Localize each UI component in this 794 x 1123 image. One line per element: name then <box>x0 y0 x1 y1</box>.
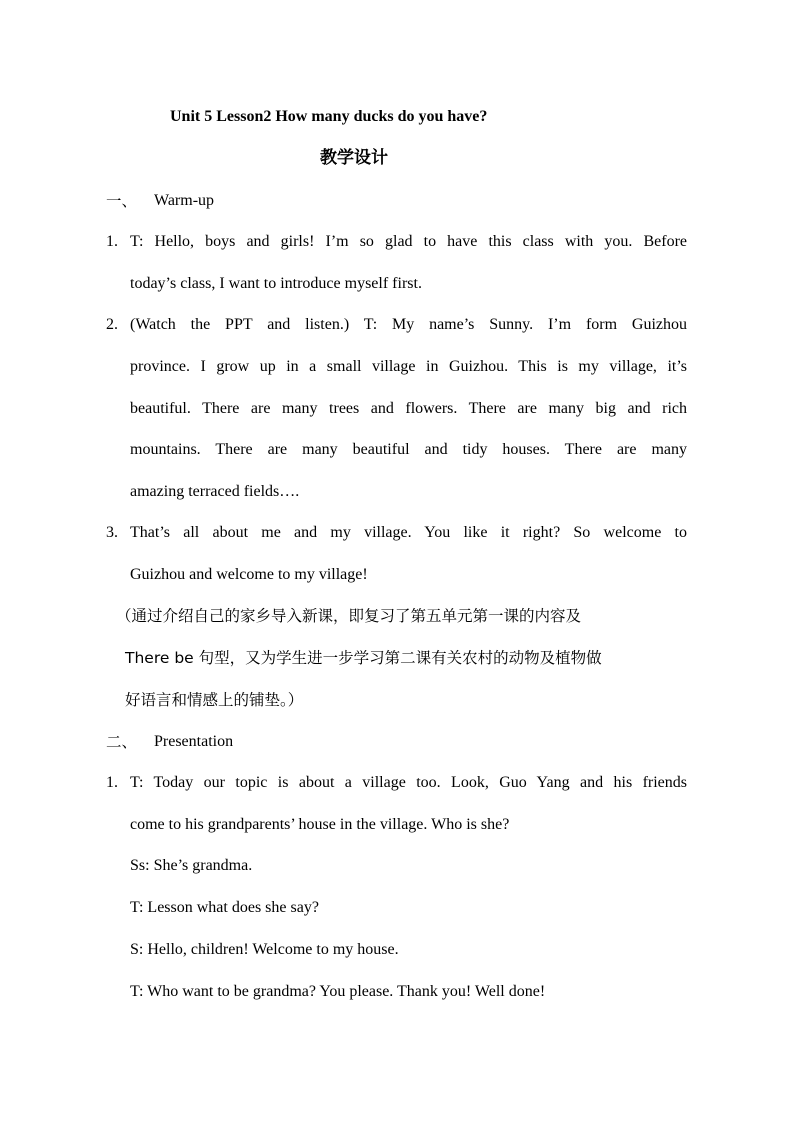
item-line: T: Today our topic is about a village too. Look, Guo Yang and his friends <box>130 774 687 791</box>
note-line: 好语言和情感上的铺垫。） <box>125 691 304 709</box>
section-heading-warmup: Warm-up <box>154 192 215 209</box>
section-marker: 一、 <box>106 192 138 210</box>
item-number: 2. <box>106 316 118 333</box>
item-line: beautiful. There are many trees and flowers. There are many big and rich <box>130 400 687 417</box>
note-line: There be 句型，又为学生进一步学习第二课有关农村的动物及植物做 <box>125 649 602 667</box>
document-title: Unit 5 Lesson2 How many ducks do you have? <box>170 108 488 125</box>
item-line: Guizhou and welcome to my village! <box>130 566 368 583</box>
item-line: province. I grow up in a small village in Guizhou. This is my village, it’s <box>130 358 687 375</box>
item-line: (Watch the PPT and listen.) T: My name’s Sunny. I’m form Guizhou <box>130 316 687 333</box>
section-heading-presentation: Presentation <box>154 733 234 750</box>
dialogue-line: Ss: She’s grandma. <box>130 857 253 874</box>
item-line: today’s class, I want to introduce myself first. <box>130 275 422 292</box>
item-line: T: Hello, boys and girls! I’m so glad to have this class with you. Before <box>130 233 687 250</box>
dialogue-line: T: Lesson what does she say? <box>130 899 319 916</box>
note-line: （通过介绍自己的家乡导入新课，即复习了第五单元第一课的内容及 <box>116 607 582 625</box>
section-marker: 二、 <box>106 733 138 751</box>
item-line: come to his grandparents’ house in the village. Who is she? <box>130 816 510 833</box>
item-line: That’s all about me and my village. You like it right? So welcome to <box>130 524 687 541</box>
item-number: 1. <box>106 774 118 791</box>
item-number: 3. <box>106 524 118 541</box>
dialogue-line: T: Who want to be grandma? You please. Thank you! Well done! <box>130 983 546 1000</box>
item-number: 1. <box>106 233 118 250</box>
dialogue-line: S: Hello, children! Welcome to my house. <box>130 941 399 958</box>
document-subtitle: 教学设计 <box>320 148 388 168</box>
item-line: mountains. There are many beautiful and tidy houses. There are many <box>130 441 687 458</box>
item-line: amazing terraced fields…. <box>130 483 300 500</box>
